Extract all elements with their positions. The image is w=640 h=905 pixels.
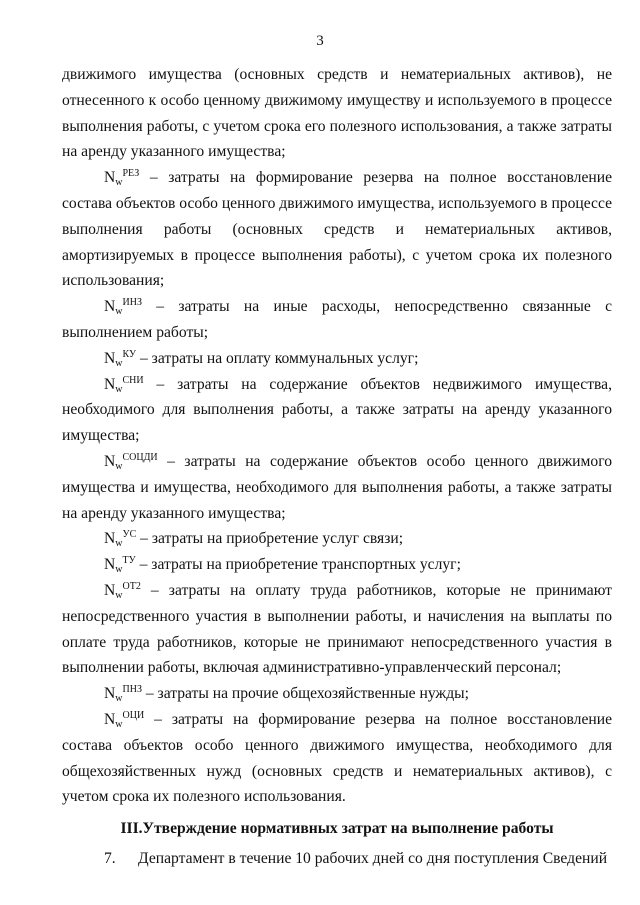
definition-text: – затраты на содержание объектов особо ценного движимого имущества и имущества, необходимого для выполнения работы, а также затраты на аренду указанного имущества; <box>62 452 612 522</box>
definition-item <box>62 707 612 810</box>
definitions-list <box>62 165 612 810</box>
formula-symbol: $N_w^{УС}$ <box>104 529 137 550</box>
definition-item <box>62 449 612 526</box>
formula-symbol: $N_w^{ОТ2}$ <box>104 580 141 601</box>
definition-item <box>62 165 612 294</box>
definition-text: – затраты на оплату коммунальных услуг; <box>136 349 419 367</box>
definition-item <box>62 372 612 449</box>
definition-item <box>62 346 612 372</box>
definition-text: – затраты на формирование резерва на полное восстановление состава объектов особо ценного движимого имущества, необходимого для общехозяйственных нужд (основных средств и нематериальных активов), с учетом срока их полезного использования. <box>62 710 612 806</box>
section-title: III.Утверждение нормативных затрат на выполнение работы <box>120 820 554 838</box>
formula-symbol: $N_w^{ПНЗ}$ <box>104 684 142 705</box>
formula-symbol: $N_w^{РЕЗ}$ <box>104 168 140 189</box>
definition-item <box>62 294 612 346</box>
definition-text: – затраты на прочие общехозяйственные нужды; <box>141 685 469 703</box>
definition-text: – затраты на оплату труда работников, которые не принимают непосредственного участия в выполнении работы, и начисления на выплаты по оплате труда работников, которые не принимают непосредственного участия в выполнении работы, включая административно-управленческий персонал; <box>62 581 612 677</box>
definition-text: – затраты на приобретение транспортных услуг; <box>135 556 461 574</box>
definition-item <box>62 681 612 707</box>
definition-item <box>62 552 612 578</box>
definition-text: – затраты на содержание объектов недвижимого имущества, необходимого для выполнения работы, а также затраты на аренду указанного имущества; <box>62 375 612 445</box>
definition-text: – затраты на формирование резерва на полное восстановление состава объектов особо ценного движимого имущества, используемого в процессе выполнения работы (основных средств и нематериальных активов, амортизируемых в процессе выполнения работы), с учетом срока их полезного использования; <box>62 169 612 290</box>
clause-number: 7. <box>104 849 116 867</box>
intro-paragraph: движимого имущества (основных средств и нематериальных активов), не отнесенного к особо ценному движимому имуществу и используемого в процессе выполнения работы, с учетом срока его полезного использования, а также затраты на аренду указанного имущества; <box>62 66 612 161</box>
formula-symbol: $N_w^{СОЦДИ}$ <box>104 451 158 472</box>
clause-text: Департамент в течение 10 рабочих дней со дня поступления Сведений <box>138 849 608 867</box>
definition-text: – затраты на иные расходы, непосредственно связанные с выполнением работы; <box>62 298 612 341</box>
definition-text: – затраты на приобретение услуг связи; <box>136 530 404 548</box>
page-number: 3 <box>316 33 324 49</box>
definition-item <box>62 526 612 552</box>
formula-symbol: $N_w^{ОЦИ}$ <box>104 709 145 730</box>
formula-symbol: $N_w^{КУ}$ <box>104 348 137 369</box>
formula-symbol: $N_w^{ИНЗ}$ <box>104 297 142 318</box>
definition-item <box>62 578 612 681</box>
formula-symbol: $N_w^{ТУ}$ <box>104 555 136 576</box>
formula-symbol: $N_w^{СНИ}$ <box>104 374 144 395</box>
document-body <box>62 62 612 872</box>
clause-7 <box>62 846 612 872</box>
